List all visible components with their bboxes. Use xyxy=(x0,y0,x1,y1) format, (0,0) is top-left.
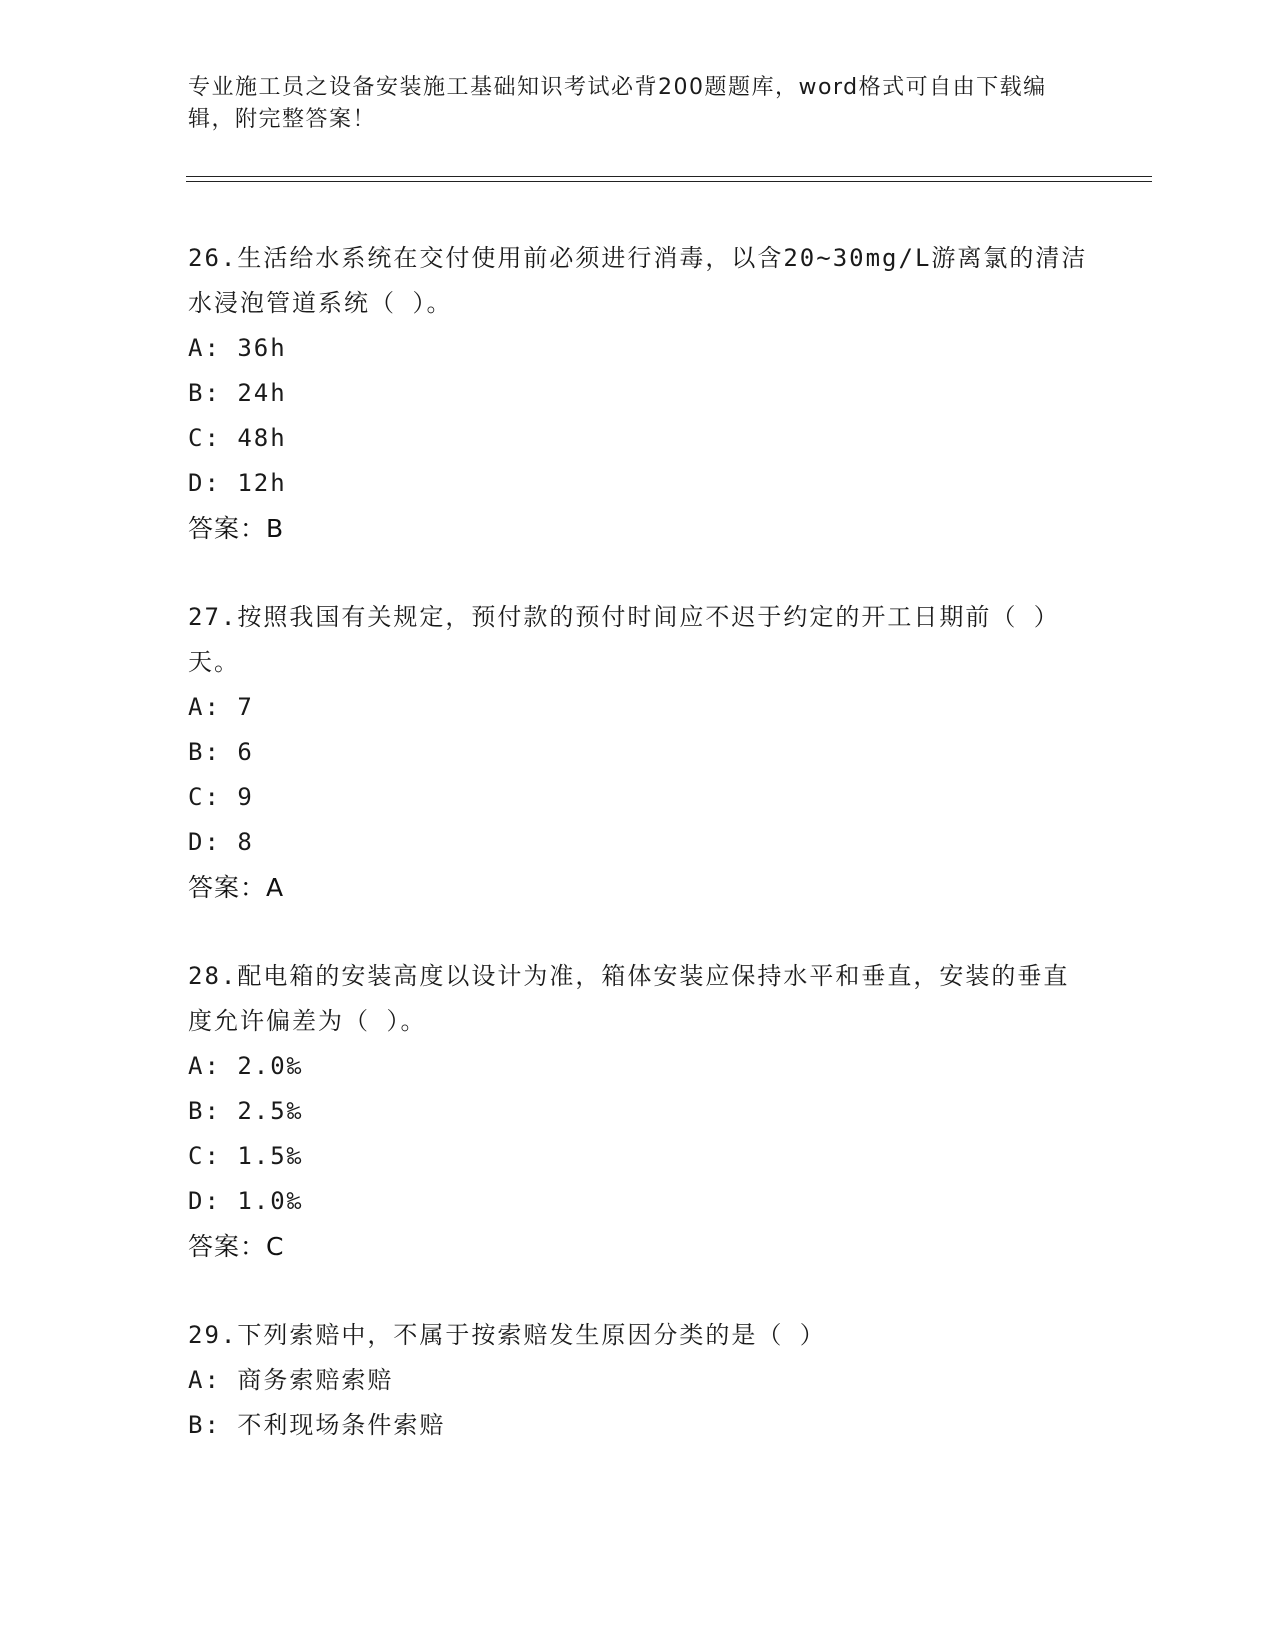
option-b: B: 不利现场条件索赔 xyxy=(188,1411,446,1439)
option-c: C: 9 xyxy=(188,783,254,811)
option-b: B: 6 xyxy=(188,738,254,766)
question-stem: 27.按照我国有关规定，预付款的预付时间应不迟于约定的开工日期前（ ）天。 xyxy=(188,603,1060,676)
answer: 答案：A xyxy=(188,873,285,902)
option-d: D: 12h xyxy=(188,469,287,497)
option-d: D: 8 xyxy=(188,828,254,856)
option-a: A: 7 xyxy=(188,693,254,721)
question-list xyxy=(188,236,1088,1492)
question-27 xyxy=(188,595,1088,910)
header-divider-top xyxy=(186,176,1152,177)
question-28 xyxy=(188,954,1088,1269)
question-stem: 28.配电箱的安装高度以设计为准，箱体安装应保持水平和垂直，安装的垂直度允许偏差为（ ）。 xyxy=(188,962,1070,1035)
option-a: A: 2.0‰ xyxy=(188,1052,304,1080)
option-a: A: 36h xyxy=(188,334,287,362)
question-29 xyxy=(188,1313,1088,1448)
answer: 答案：B xyxy=(188,514,285,543)
option-c: C: 48h xyxy=(188,424,287,452)
question-stem: 26.生活给水系统在交付使用前必须进行消毒，以含20~30mg/L游离氯的清洁水浸泡管道系统（ ）。 xyxy=(188,244,1088,317)
option-d: D: 1.0‰ xyxy=(188,1187,304,1215)
question-26 xyxy=(188,236,1088,551)
header-divider-bottom xyxy=(186,181,1152,182)
option-b: B: 2.5‰ xyxy=(188,1097,304,1125)
option-b: B: 24h xyxy=(188,379,287,407)
question-stem: 29.下列索赔中，不属于按索赔发生原因分类的是（ ） xyxy=(188,1321,826,1349)
document-header: 专业施工员之设备安装施工基础知识考试必背200题题库，word格式可自由下载编辑，附完整答案！ xyxy=(188,75,1047,132)
option-a: A: 商务索赔索赔 xyxy=(188,1366,394,1394)
option-c: C: 1.5‰ xyxy=(188,1142,304,1170)
answer: 答案：C xyxy=(188,1232,285,1261)
